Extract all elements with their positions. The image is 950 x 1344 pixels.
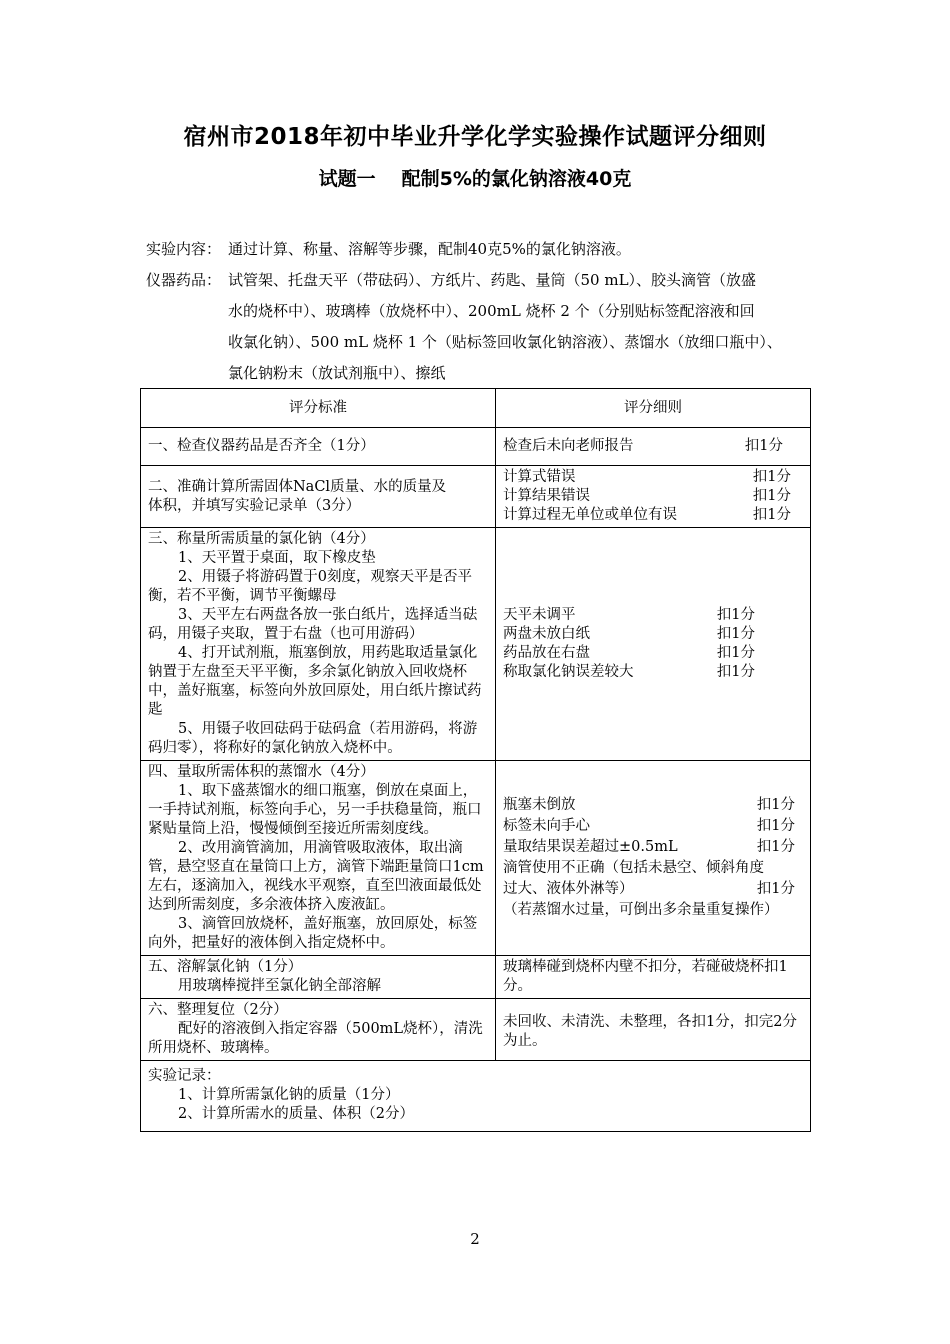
content-text: 通过计算、称量、溶解等步骤，配制40克5%的氯化钠溶液。	[228, 240, 631, 258]
document-subtitle	[0, 164, 950, 191]
deduction-text: 标签未向手心	[503, 818, 590, 834]
criteria-title: 四、量取所需体积的蒸馏水（4分）	[148, 764, 375, 780]
deduction-item	[503, 879, 795, 900]
deduction-score: 扣1分	[756, 797, 795, 813]
deduction-note: （若蒸馏水过量，可倒出多余量重复操作）	[503, 902, 779, 918]
deduction-text: 两盘未放白纸	[503, 626, 590, 642]
criteria-step: 3、天平左右两盘各放一张白纸片，选择适当砝码，用镊子夹取，置于右盘（也可用游码）	[148, 607, 478, 642]
deduction-score: 扣1分	[752, 469, 791, 485]
equipment-line: 水的烧杯中）、玻璃棒（放烧杯中）、200mL 烧杯 2 个（分别贴标签配溶液和回	[228, 302, 755, 320]
criteria-text: 体积，并填写实验记录单（3分）	[148, 497, 361, 514]
criteria-cell	[141, 428, 496, 466]
criteria-step: 4、打开试剂瓶，瓶塞倒放，用药匙取适量氯化钠置于左盘至天平平衡，多余氯化钠放入回收烧杯中，盖好瓶塞，标签向外放回原处，用白纸片擦试药匙	[148, 645, 482, 718]
table-row	[141, 761, 811, 956]
header-details: 评分细则	[496, 389, 811, 428]
criteria-cell	[141, 999, 496, 1061]
deduction-score: 扣1分	[716, 626, 755, 642]
content-label: 实验内容：	[146, 240, 222, 258]
page-number: 2	[470, 1230, 480, 1248]
table-row	[141, 428, 811, 466]
deduction-text: 过大、液体外淋等）	[503, 881, 634, 897]
record-row	[141, 1061, 811, 1132]
details-cell	[496, 999, 811, 1061]
criteria-step: 3、滴管回放烧杯，盖好瓶塞，放回原处，标签向外，把量好的液体倒入指定烧杯中。	[148, 916, 478, 951]
deduction-text: 计算过程无单位或单位有误	[503, 507, 677, 523]
deduction-score: 扣1分	[752, 507, 791, 523]
content-row	[146, 234, 816, 265]
details-text: 玻璃棒碰到烧杯内壁不扣分，若碰破烧杯扣1分。	[503, 959, 788, 994]
criteria-text: 一、检查仪器药品是否齐全（1分）	[148, 438, 375, 454]
criteria-cell	[141, 956, 496, 999]
equipment-text	[228, 265, 816, 389]
criteria-step: 用玻璃棒搅拌至氯化钠全部溶解	[178, 978, 381, 994]
deduction-score: 扣1分	[752, 488, 791, 504]
header-criteria: 评分标准	[141, 389, 496, 428]
deduction-score: 扣1分	[744, 438, 783, 454]
deduction-text: 计算结果错误	[503, 488, 590, 504]
deduction-note: 滴管使用不正确（包括未悬空、倾斜角度	[503, 860, 764, 876]
deduction-item	[503, 816, 795, 837]
criteria-title: 五、溶解氯化钠（1分）	[148, 959, 303, 975]
deduction-item	[503, 487, 791, 506]
criteria-text: 二、准确计算所需固体NaCl质量、水的质量及	[148, 478, 447, 495]
details-cell	[496, 428, 811, 466]
deduction-score: 扣1分	[756, 881, 795, 897]
record-item: 2、计算所需水的质量、体积（2分）	[178, 1106, 414, 1122]
deduction-item	[503, 644, 755, 663]
criteria-title: 三、称量所需质量的氯化钠（4分）	[148, 531, 375, 547]
deduction-item	[503, 606, 755, 625]
criteria-step: 2、改用滴管滴加，用滴管吸取液体，取出滴管，悬空竖直在量筒口上方，滴管下端距量筒口1cm左右，逐滴加入，视线水平观察，直至凹液面最低处达到所需刻度，多余液体挤入废液缸。	[148, 840, 484, 913]
equipment-line: 收氯化钠）、500 mL 烧杯 1 个（贴标签回收氯化钠溶液）、蒸馏水（放细口瓶中）、	[228, 333, 782, 351]
deduction-item	[503, 625, 755, 644]
deduction-item	[503, 837, 795, 858]
criteria-step: 2、用镊子将游码置于0刻度，观察天平是否平衡，若不平衡，调节平衡螺母	[148, 569, 472, 604]
table-row	[141, 466, 811, 528]
deduction-item	[503, 795, 795, 816]
criteria-step: 5、用镊子收回砝码于砝码盒（若用游码，将游码归零），将称好的氯化钠放入烧杯中。	[148, 721, 478, 756]
deduction-score: 扣1分	[716, 645, 755, 661]
deduction-text: 量取结果误差超过±0.5mL	[503, 839, 678, 855]
deduction-text: 检查后未向老师报告	[503, 438, 634, 454]
details-cell	[496, 528, 811, 761]
deduction-text: 计算式错误	[503, 469, 576, 485]
deduction-score: 扣1分	[716, 607, 755, 623]
record-title: 实验记录：	[148, 1068, 221, 1084]
details-cell	[496, 956, 811, 999]
deduction-item	[503, 437, 783, 456]
deduction-score: 扣1分	[756, 818, 795, 834]
deduction-item	[503, 468, 791, 487]
deduction-text: 药品放在右盘	[503, 645, 590, 661]
criteria-step: 配好的溶液倒入指定容器（500mL烧杯），清洗所用烧杯、玻璃棒。	[148, 1021, 483, 1056]
deduction-text: 称取氯化钠误差较大	[503, 664, 634, 680]
subtitle-topic: 配制5%的氯化钠溶液40克	[401, 168, 632, 190]
table-row	[141, 528, 811, 761]
subtitle-question-no: 试题一	[318, 168, 376, 190]
criteria-cell	[141, 466, 496, 528]
deduction-item	[503, 663, 755, 682]
equipment-line: 氯化钠粉末（放试剂瓶中）、擦纸	[228, 364, 446, 382]
deduction-item	[503, 506, 791, 525]
scoring-table	[140, 388, 811, 1132]
document-title: 宿州市2018年初中毕业升学化学实验操作试题评分细则	[183, 124, 767, 150]
deduction-score: 扣1分	[716, 664, 755, 680]
equipment-line: 试管架、托盘天平（带砝码）、方纸片、药匙、量筒（50 mL）、胶头滴管（放盛	[228, 271, 757, 289]
table-row	[141, 956, 811, 999]
criteria-cell	[141, 528, 496, 761]
equipment-row	[146, 265, 816, 389]
details-cell	[496, 761, 811, 956]
criteria-title: 六、整理复位（2分）	[148, 1002, 288, 1018]
criteria-step: 1、天平置于桌面，取下橡皮垫	[178, 550, 376, 566]
intro-section	[146, 234, 816, 389]
equipment-label: 仪器药品：	[146, 271, 222, 289]
details-text: 未回收、未清洗、未整理，各扣1分，扣完2分为止。	[503, 1014, 797, 1049]
deduction-text: 天平未调平	[503, 607, 576, 623]
details-cell	[496, 466, 811, 528]
table-header-row	[141, 389, 811, 428]
record-item: 1、计算所需氯化钠的质量（1分）	[178, 1087, 400, 1103]
deduction-score: 扣1分	[756, 839, 795, 855]
table-row	[141, 999, 811, 1061]
deduction-text: 瓶塞未倒放	[503, 797, 576, 813]
criteria-step: 1、取下盛蒸馏水的细口瓶塞，倒放在桌面上，一手持试剂瓶，标签向手心，另一手扶稳量筒，瓶口紧贴量筒上沿，慢慢倾倒至接近所需刻度线。	[148, 783, 482, 837]
criteria-cell	[141, 761, 496, 956]
record-cell	[141, 1061, 811, 1132]
